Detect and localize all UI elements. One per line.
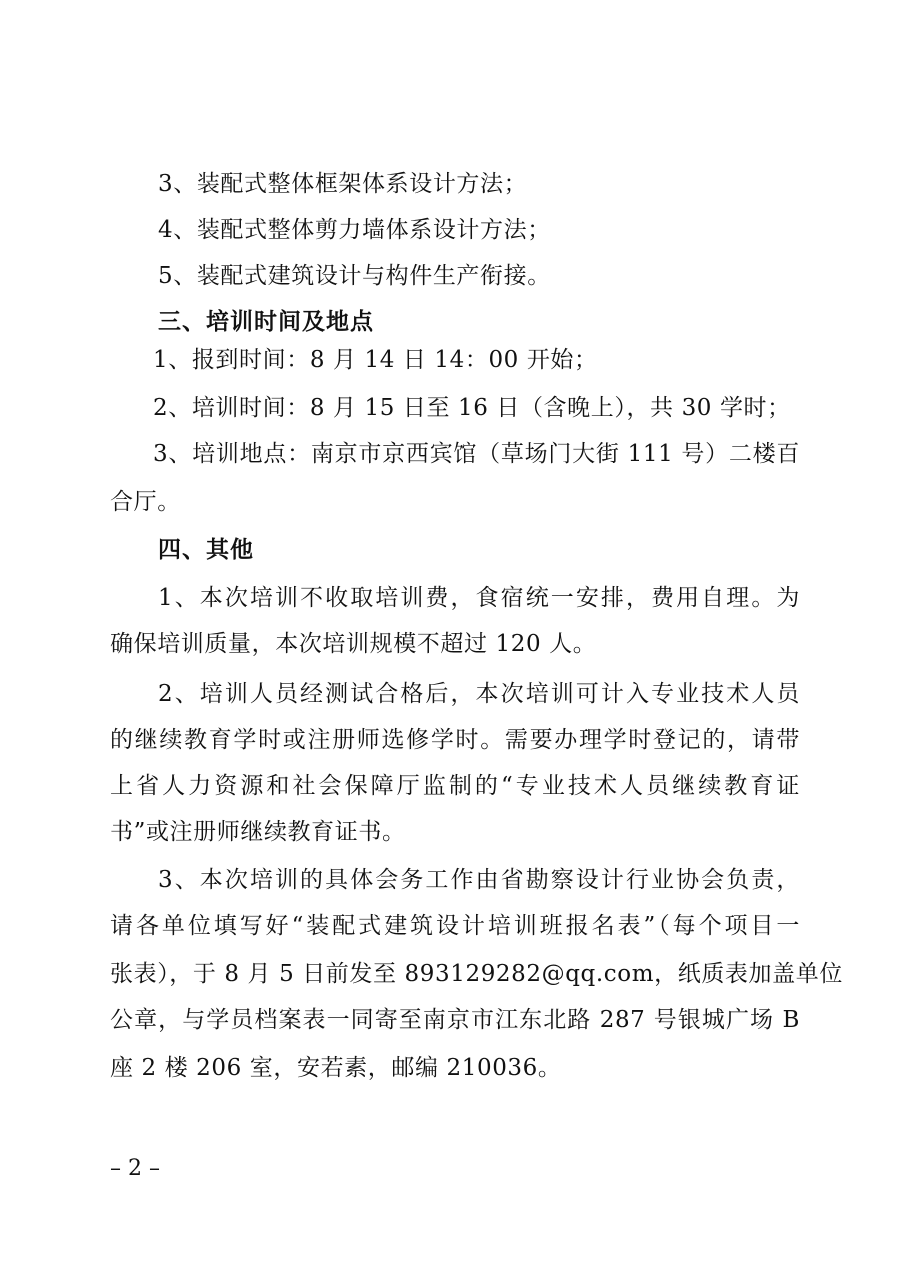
section-heading-time-location: 三、培训时间及地点 bbox=[158, 308, 374, 335]
paragraph-2-line-1: 2、培训人员经测试合格后，本次培训可计入专业技术人员 bbox=[158, 681, 800, 707]
paragraph-1-line-2: 确保培训质量，本次培训规模不超过 120 人。 bbox=[110, 631, 597, 657]
section-heading-other: 四、其他 bbox=[158, 536, 254, 563]
paragraph-3-line-4: 公章，与学员档案表一同寄至南京市江东北路 287 号银城广场 B bbox=[110, 1007, 800, 1033]
list-item-training-location-cont: 合厅。 bbox=[110, 489, 181, 515]
list-item-registration-time: 1、报到时间：8 月 14 日 14：00 开始； bbox=[153, 347, 598, 373]
paragraph-3-line-5: 座 2 楼 206 室，安若素，邮编 210036。 bbox=[110, 1055, 562, 1081]
page-number: – 2 – bbox=[110, 1156, 160, 1181]
paragraph-3-line-2: 请各单位填写好“装配式建筑设计培训班报名表”（每个项目一 bbox=[110, 913, 800, 939]
paragraph-2-line-2: 的继续教育学时或注册师选修学时。需要办理学时登记的，请带 bbox=[110, 727, 800, 753]
paragraph-2-line-4: 书”或注册师继续教育证书。 bbox=[110, 819, 406, 845]
list-item-5-production: 5、装配式建筑设计与构件生产衔接。 bbox=[158, 263, 551, 289]
paragraph-3-line-1: 3、本次培训的具体会务工作由省勘察设计行业协会负责， bbox=[158, 867, 800, 893]
list-item-4-shear-wall: 4、装配式整体剪力墙体系设计方法； bbox=[158, 217, 551, 243]
paragraph-1-line-1: 1、本次培训不收取培训费，食宿统一安排，费用自理。为 bbox=[158, 585, 800, 611]
paragraph-2-line-3: 上省人力资源和社会保障厅监制的“专业技术人员继续教育证 bbox=[110, 773, 800, 799]
list-item-3-framework: 3、装配式整体框架体系设计方法； bbox=[158, 171, 528, 197]
list-item-training-time: 2、培训时间：8 月 15 日至 16 日（含晚上），共 30 学时； bbox=[153, 395, 791, 421]
list-item-training-location: 3、培训地点：南京市京西宾馆（草场门大街 111 号）二楼百 bbox=[153, 441, 800, 467]
paragraph-3-line-3: 张表），于 8 月 5 日前发至 893129282@qq.com，纸质表加盖单位 bbox=[110, 961, 843, 987]
